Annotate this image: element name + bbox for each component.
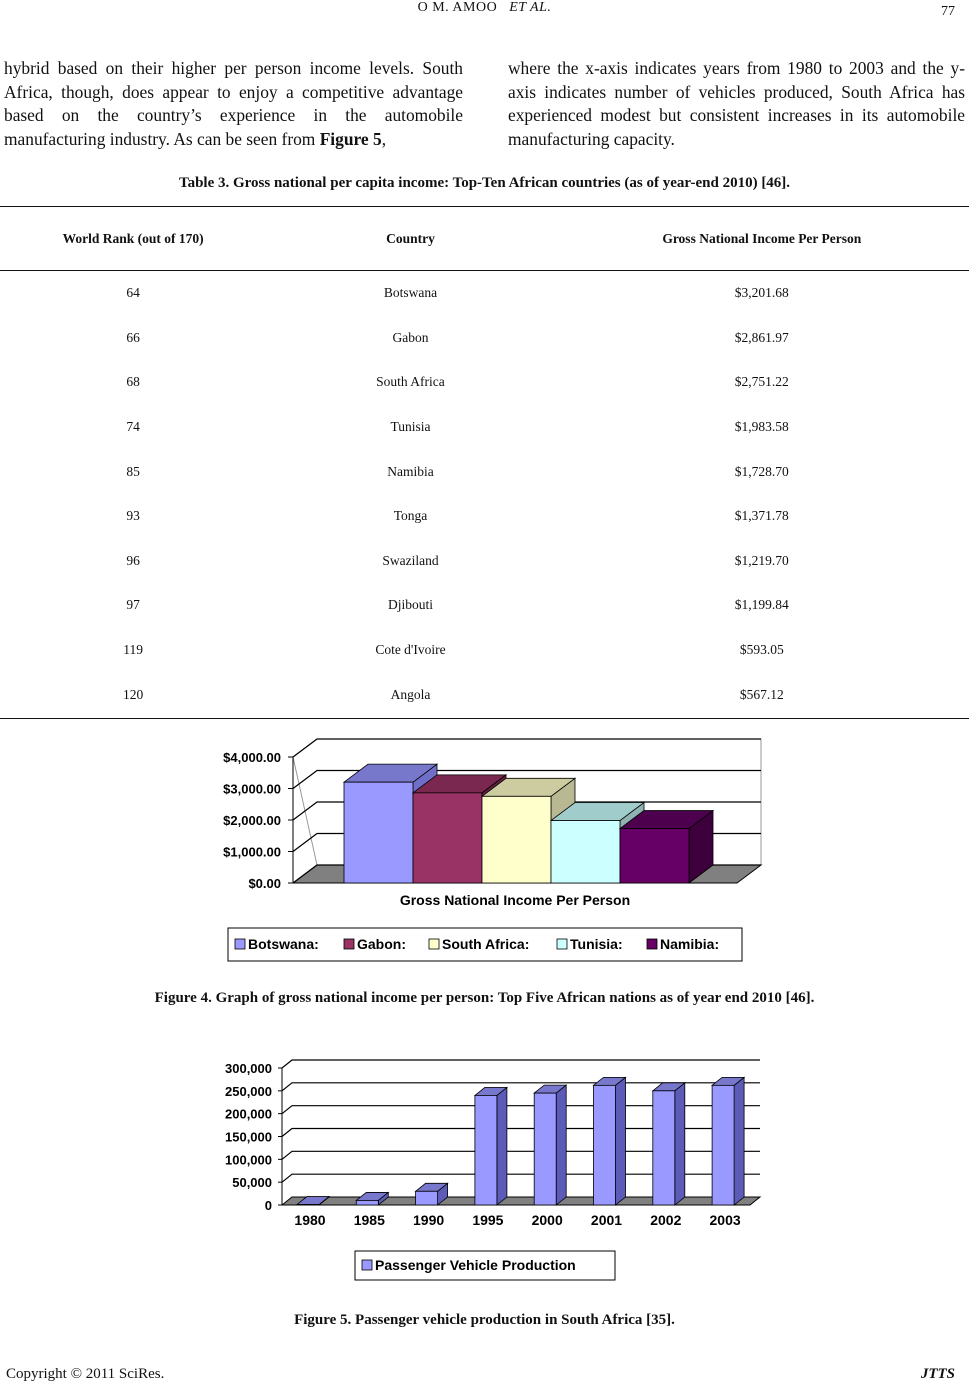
- y-tick-label: 150,000: [225, 1129, 272, 1145]
- bar: [620, 829, 689, 883]
- x-tick-label: 1985: [353, 1212, 385, 1228]
- table-row: [0, 494, 969, 539]
- y-tick-label: $1,000.00: [223, 844, 281, 860]
- legend-swatch: [557, 939, 567, 949]
- bar: [551, 821, 620, 883]
- table-row: [0, 316, 969, 361]
- y-tick-label: 200,000: [225, 1106, 272, 1122]
- cell-country: Swaziland: [382, 552, 439, 568]
- footer-copyright: Copyright © 2011 SciRes.: [6, 1366, 165, 1382]
- page-header: [0, 0, 969, 24]
- figure-4-caption: Figure 4. Graph of gross national income per person: Top Five African nations as of year end 2010 [46].: [154, 990, 815, 1006]
- bar: [413, 793, 482, 883]
- x-tick-label: 1980: [294, 1212, 326, 1228]
- x-tick-label: 2001: [590, 1212, 623, 1228]
- cell-gni: $1,371.78: [734, 508, 789, 524]
- right-column-text: [508, 57, 965, 151]
- left-paragraph: [4, 57, 463, 151]
- bar: [712, 1085, 734, 1205]
- left-col-post: ,: [381, 128, 387, 149]
- table-row: [0, 405, 969, 450]
- cell-rank: 85: [126, 463, 140, 479]
- cell-country: Tonga: [393, 508, 428, 524]
- bar: [653, 1091, 675, 1205]
- bar: [482, 796, 551, 883]
- legend-label: Tunisia:: [570, 936, 623, 952]
- cell-rank: 74: [126, 419, 140, 435]
- legend-swatch: [429, 939, 439, 949]
- cell-gni: $2,861.97: [734, 329, 789, 345]
- gridline: [282, 1151, 760, 1159]
- figure-5-caption: Figure 5. Passenger vehicle production in South Africa [35].: [294, 1312, 675, 1328]
- legend-label: Passenger Vehicle Production: [375, 1257, 576, 1273]
- gridline: [282, 1129, 760, 1137]
- gridline: [282, 1060, 760, 1068]
- table-row: [0, 271, 969, 316]
- bar: [356, 1200, 378, 1205]
- y-tick-label: 50,000: [232, 1175, 272, 1191]
- cell-gni: $1,199.84: [734, 597, 789, 613]
- y-tick-label: $4,000.00: [223, 750, 281, 765]
- cell-country: Cote d'Ivoire: [375, 642, 446, 658]
- x-tick-label: 1995: [472, 1212, 504, 1228]
- bar-side: [497, 1087, 507, 1205]
- table-3-caption: Table 3. Gross national per capita income: Top-Ten African countries (as of year-end 2010) [46].: [178, 175, 791, 191]
- legend-label: Namibia:: [660, 936, 720, 952]
- table-row: [0, 628, 969, 673]
- cell-country: Angola: [266, 672, 554, 719]
- cell-gni: $1,219.70: [734, 552, 789, 568]
- table-row: [0, 539, 969, 584]
- right-paragraph: where the x-axis indicates years from 1980 to 2003 and the y-axis indicates number of vehicles produced, South Africa has experienced modest but consistent increases in its automobile manufacturing capacity.: [508, 58, 965, 149]
- legend-swatch: [647, 939, 657, 949]
- legend-swatch: [344, 939, 354, 949]
- cell-country: South Africa: [376, 374, 445, 390]
- gridline: [282, 1106, 760, 1114]
- bar: [475, 1095, 497, 1205]
- bar: [416, 1191, 438, 1205]
- cell-rank: 120: [0, 672, 266, 719]
- y-tick-label: $0.00: [248, 876, 281, 891]
- gridline: [282, 1174, 760, 1182]
- cell-rank: 68: [126, 374, 140, 390]
- x-tick-label: 2000: [531, 1212, 563, 1228]
- bar: [534, 1093, 556, 1205]
- table-header-row: [0, 207, 969, 271]
- table-row: [0, 360, 969, 405]
- cell-gni: $3,201.68: [734, 285, 789, 301]
- header-country: Country: [266, 207, 554, 271]
- y-tick-label: $3,000.00: [223, 781, 281, 797]
- bar-side: [734, 1077, 744, 1205]
- table-row: [0, 583, 969, 628]
- cell-country: Namibia: [387, 463, 434, 479]
- cell-country: Botswana: [383, 285, 438, 301]
- cell-gni: $1,728.70: [734, 463, 789, 479]
- cell-country: Tunisia: [390, 419, 431, 435]
- table-row: [0, 449, 969, 494]
- y-tick-label: 250,000: [225, 1083, 272, 1099]
- table-3: [0, 206, 969, 719]
- header-gni: Gross National Income Per Person: [555, 207, 969, 271]
- legend-swatch: [235, 939, 245, 949]
- cell-country: Gabon: [392, 329, 429, 345]
- cell-rank: 97: [126, 597, 140, 613]
- bar-side: [675, 1083, 685, 1205]
- left-column-text: [4, 57, 463, 151]
- cell-rank: 64: [126, 285, 140, 301]
- figure-5-ref: Figure 5: [319, 128, 382, 149]
- y-tick-label: $2,000.00: [223, 813, 281, 828]
- cell-gni: $567.12: [555, 672, 969, 719]
- cell-rank: 119: [123, 642, 144, 658]
- bar-side: [616, 1077, 626, 1205]
- chart-floor: [282, 1197, 760, 1205]
- cell-gni: $2,751.22: [734, 374, 789, 390]
- x-axis-label: Gross National Income Per Person: [399, 892, 631, 908]
- legend-label: South Africa:: [442, 936, 530, 952]
- table-row: [0, 672, 969, 719]
- y-tick-label: 0: [264, 1198, 272, 1213]
- x-tick-label: 2002: [650, 1212, 682, 1228]
- legend-swatch: [362, 1260, 372, 1270]
- header-world-rank: World Rank (out of 170): [0, 207, 266, 271]
- bar-side: [556, 1085, 566, 1205]
- running-head-authors: [0, 0, 969, 16]
- legend-label: Gabon:: [357, 936, 406, 952]
- bar: [344, 782, 413, 883]
- cell-gni: $593.05: [739, 642, 784, 658]
- cell-rank: 66: [126, 329, 140, 345]
- bar: [594, 1085, 616, 1205]
- authors-etal: ET AL.: [509, 0, 552, 15]
- footer-journal: JTTS: [920, 1366, 955, 1382]
- cell-rank: 96: [126, 552, 140, 568]
- authors-main: O M. AMOO: [417, 0, 498, 15]
- x-tick-label: 2003: [709, 1212, 741, 1228]
- x-tick-label: 1990: [413, 1212, 445, 1228]
- legend-label: Botswana:: [248, 936, 319, 952]
- cell-rank: 93: [126, 508, 140, 524]
- figure-4-chart: [0, 725, 969, 975]
- y-tick-label: 100,000: [225, 1152, 272, 1168]
- figure-5-chart: [0, 1055, 969, 1290]
- cell-country: Djibouti: [387, 597, 433, 613]
- page-number: 77: [941, 4, 955, 19]
- cell-gni: $1,983.58: [734, 419, 789, 435]
- left-col-pre: hybrid based on their higher per person income levels. South Africa, though, does appear to enjoy a competitive advantage based on the country’s experience in the automobile manufacturing industry. As can be seen from: [4, 58, 463, 149]
- y-tick-label: 300,000: [225, 1061, 272, 1076]
- gridline: [282, 1083, 760, 1091]
